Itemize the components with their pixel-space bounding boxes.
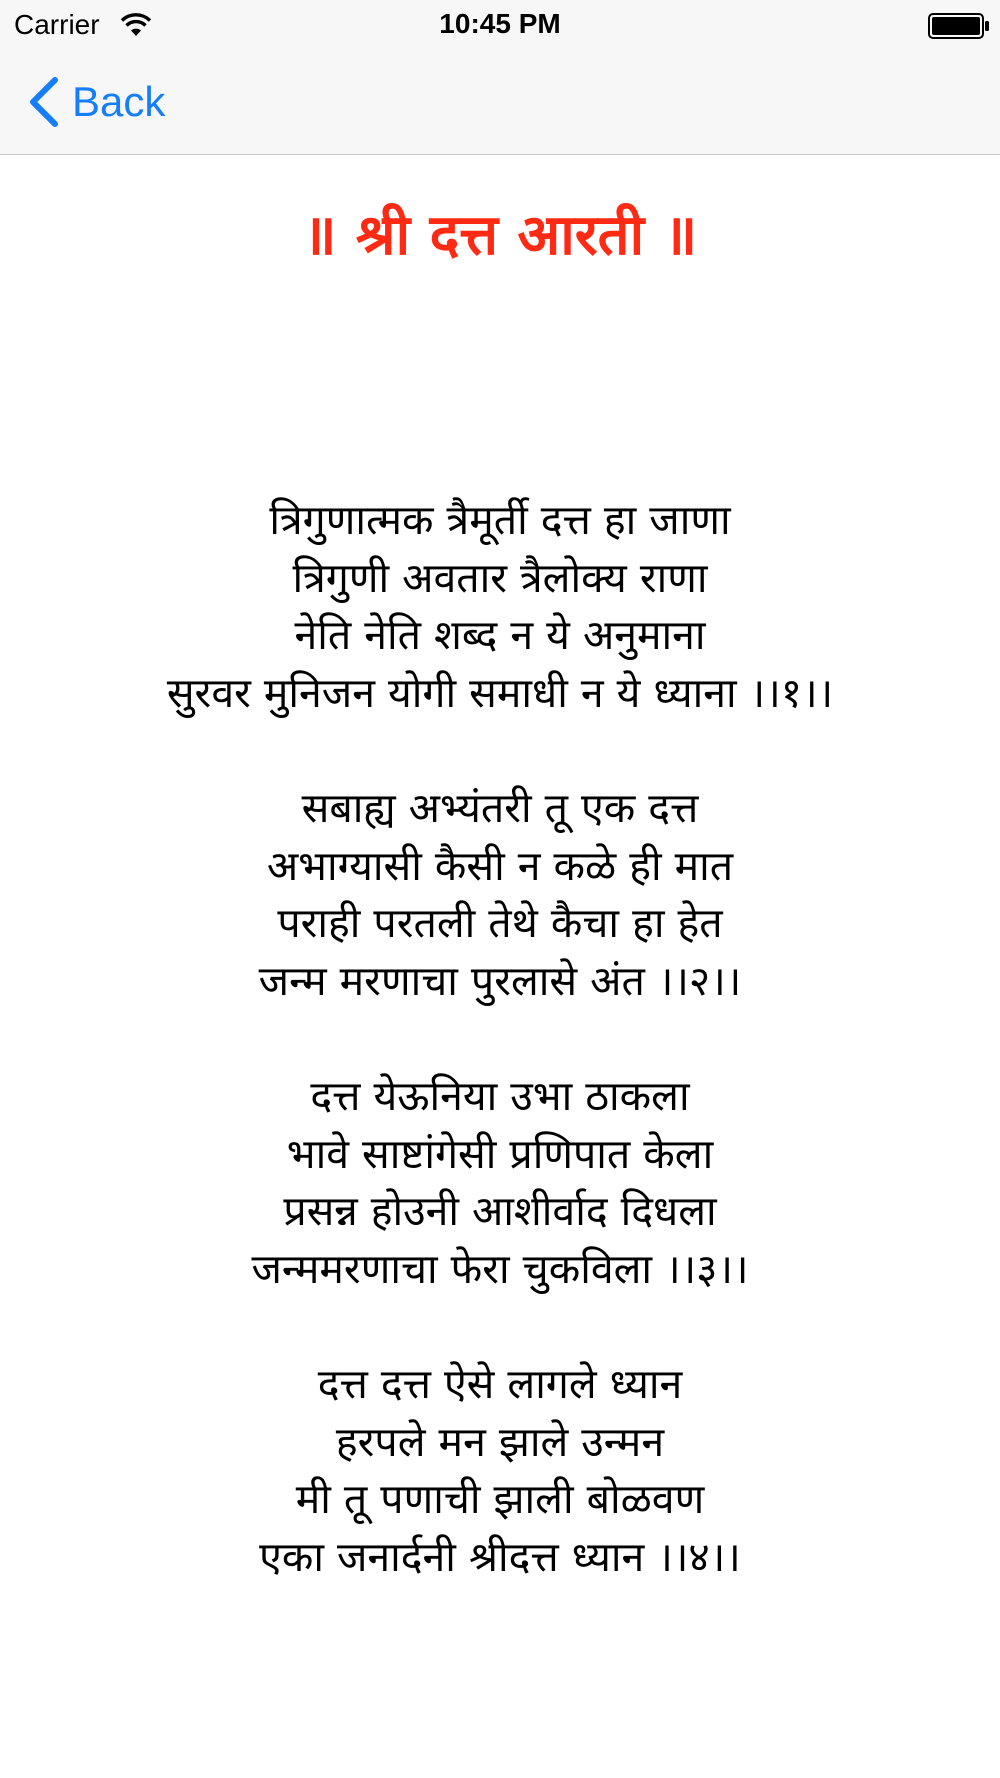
chevron-left-icon [26,76,60,128]
verse-line: दत्त येऊनिया उभा ठाकला [310,1071,690,1120]
verse-line: हरपले मन झाले उन्मन [335,1417,665,1466]
verse-line: पराही परतली तेथे कैचा हा हेत [277,899,723,948]
back-button[interactable] [26,76,165,128]
back-label: Back [72,78,166,125]
battery-icon [928,13,990,39]
clock-label: 10:45 PM [439,8,561,39]
verse-line: अभाग्यासी कैसी न कळे ही मात [266,841,734,890]
verse-line: प्रसन्न होउनी आशीर्वाद दिधला [283,1187,717,1236]
verse-line: जन्ममरणाचा फेरा चुकविला ।।३।। [251,1244,749,1293]
page-title: ॥ श्री दत्त आरती ॥ [302,203,698,268]
stanza-4 [0,1356,1000,1586]
verse-line: मी तू पणाची झाली बोळवण [295,1475,705,1524]
verse-line: एका जनार्दनी श्रीदत्त ध्यान ।।४।। [259,1532,741,1581]
verse-line: जन्म मरणाचा पुरलासे अंत ।।२।। [258,956,742,1005]
verse-line: सबाह्य अभ्यंतरी तू एक दत्त [301,783,699,832]
aarti-text [0,492,1000,1644]
navigation-bar [0,50,1000,155]
verse-line: त्रिगुणी अवतार त्रैलोक्य राणा [292,553,708,602]
verse-line: दत्त दत्त ऐसे लागले ध्यान [317,1359,683,1408]
verse-line: नेति नेति शब्द न ये अनुमाना [294,611,706,660]
stanza-3 [0,1068,1000,1298]
status-bar [0,0,1000,50]
verse-line: भावे साष्टांगेसी प्रणिपात केला [286,1129,714,1178]
stanza-1 [0,492,1000,722]
carrier-label: Carrier [14,9,100,40]
verse-line: सुरवर मुनिजन योगी समाधी न ये ध्याना ।।१।। [166,668,834,717]
stanza-2 [0,780,1000,1010]
verse-line: त्रिगुणात्मक त्रैमूर्ती दत्त हा जाणा [269,496,731,544]
